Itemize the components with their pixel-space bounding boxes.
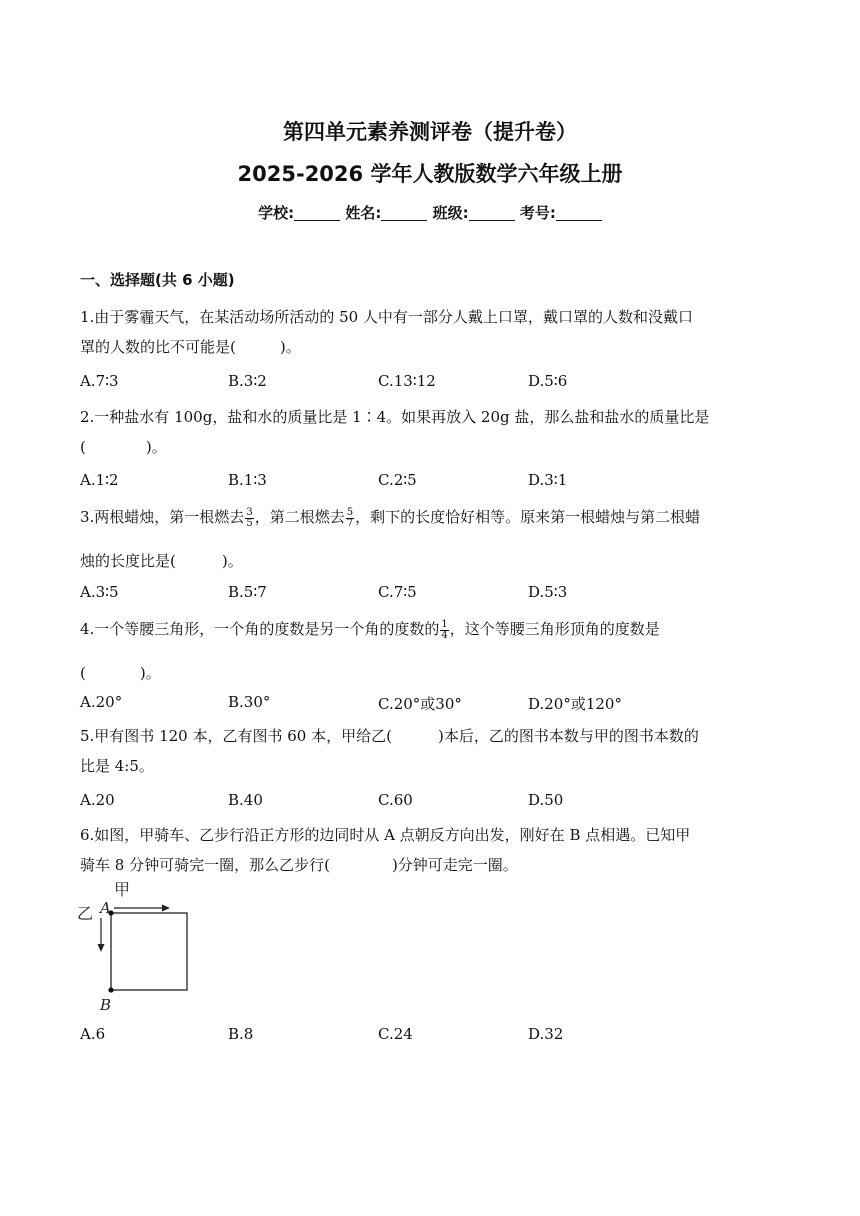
question-4-line2: ( )。	[80, 664, 161, 682]
class-blank	[469, 206, 515, 221]
fraction-1-4: $\frac{1}{4}$	[441, 618, 448, 641]
option-c[interactable]: C.60	[378, 791, 413, 809]
option-b[interactable]: B.3∶2	[228, 372, 267, 390]
fraction-5-7: $\frac{5}{7}$	[346, 506, 354, 529]
label-yi: 乙	[77, 904, 94, 923]
option-d[interactable]: D.20°或120°	[528, 695, 622, 713]
option-d[interactable]: D.5∶3	[528, 583, 568, 601]
question-4	[80, 612, 785, 690]
arrow-down-icon	[98, 944, 105, 952]
option-a[interactable]: A.20°	[80, 693, 123, 711]
option-b[interactable]: B.8	[228, 1025, 254, 1043]
arrow-right-icon	[162, 905, 170, 912]
question-2-line1: 2.一种盐水有 100g，盐和水的质量比是 1∶4。如果再放入 20g 盐，那么盐和盐水的质量比是	[80, 408, 710, 426]
label-jia: 甲	[114, 880, 131, 899]
question-6-line1: 6.如图，甲骑车、乙步行沿正方形的边同时从 A 点朝反方向出发，刚好在 B 点相遇。已知甲	[80, 826, 691, 844]
option-a[interactable]: A.3∶5	[80, 583, 119, 601]
question-5-line2: 比是 4:5。	[80, 757, 154, 775]
question-3-line1: 3.两根蜡烛，第一根燃去 $\frac{3}{5}$ ，第二根燃去 $\frac{5}{7}$ ，剩下的长度恰好相等。原来第一根蜡烛与第二根蜡	[80, 506, 701, 529]
square-route-figure	[76, 878, 196, 1018]
name-label: 姓名:	[345, 204, 382, 222]
label-b: B	[100, 996, 112, 1014]
question-1-line1: 1.由于雾霾天气，在某活动场所活动的 50 人中有一部分人戴上口罩，戴口罩的人数和没戴口	[80, 308, 693, 326]
class-label: 班级:	[432, 204, 469, 222]
option-a[interactable]: A.1∶2	[80, 471, 119, 489]
question-1-options	[80, 372, 785, 394]
option-d[interactable]: D.5∶6	[528, 372, 568, 390]
question-4-line1: 4.一个等腰三角形，一个角的度数是另一个角的度数的 $\frac{1}{4}$ ，这个等腰三角形顶角的度数是	[80, 618, 660, 641]
question-6-line2: 骑车 8 分钟可骑完一圈，那么乙步行( )分钟可走完一圈。	[80, 856, 518, 874]
option-a[interactable]: A.6	[80, 1025, 106, 1043]
option-c[interactable]: C.2∶5	[378, 471, 417, 489]
option-b[interactable]: B.40	[228, 791, 263, 809]
section-title: 一、选择题(共 6 小题)	[80, 271, 235, 289]
school-blank	[294, 206, 340, 221]
question-3	[80, 500, 785, 578]
option-c[interactable]: C.24	[378, 1025, 413, 1043]
question-2-line2: ( )。	[80, 438, 167, 456]
question-5	[80, 721, 785, 781]
fraction-3-5: $\frac{3}{5}$	[246, 506, 253, 529]
question-3-line2: 烛的长度比是( )。	[80, 552, 243, 570]
option-c[interactable]: C.20°或30°	[378, 695, 462, 713]
question-1-line2: 罩的人数的比不可能是( )。	[80, 338, 301, 356]
exam-title: 第四单元素养测评卷（提升卷）	[283, 120, 577, 144]
question-2	[80, 402, 785, 462]
student-info-line	[0, 202, 860, 223]
option-d[interactable]: D.32	[528, 1025, 564, 1043]
question-1	[80, 302, 785, 362]
option-c[interactable]: C.13∶12	[378, 372, 436, 390]
question-5-line1: 5.甲有图书 120 本，乙有图书 60 本，甲给乙( )本后，乙的图书本数与甲的图书本数的	[80, 727, 699, 745]
option-d[interactable]: D.3∶1	[528, 471, 568, 489]
option-b[interactable]: B.5∶7	[228, 583, 267, 601]
option-c[interactable]: C.7∶5	[378, 583, 417, 601]
square-path	[111, 913, 187, 990]
question-6	[80, 820, 785, 880]
school-label: 学校:	[258, 204, 295, 222]
option-b[interactable]: B.30°	[228, 693, 271, 711]
option-a[interactable]: A.20	[80, 791, 115, 809]
label-a: A	[100, 899, 111, 917]
name-blank	[381, 206, 427, 221]
option-b[interactable]: B.1∶3	[228, 471, 267, 489]
question-4-options	[80, 693, 785, 715]
option-d[interactable]: D.50	[528, 791, 564, 809]
question-3-options	[80, 583, 785, 605]
exam-number-blank	[556, 206, 602, 221]
question-6-options	[80, 1025, 785, 1047]
exam-number-label: 考号:	[519, 204, 556, 222]
question-2-options	[80, 471, 785, 493]
question-5-options	[80, 791, 785, 813]
exam-subtitle: 2025-2026 学年人教版数学六年级上册	[237, 162, 623, 186]
option-a[interactable]: A.7∶3	[80, 372, 119, 390]
point-b-dot	[108, 987, 113, 992]
